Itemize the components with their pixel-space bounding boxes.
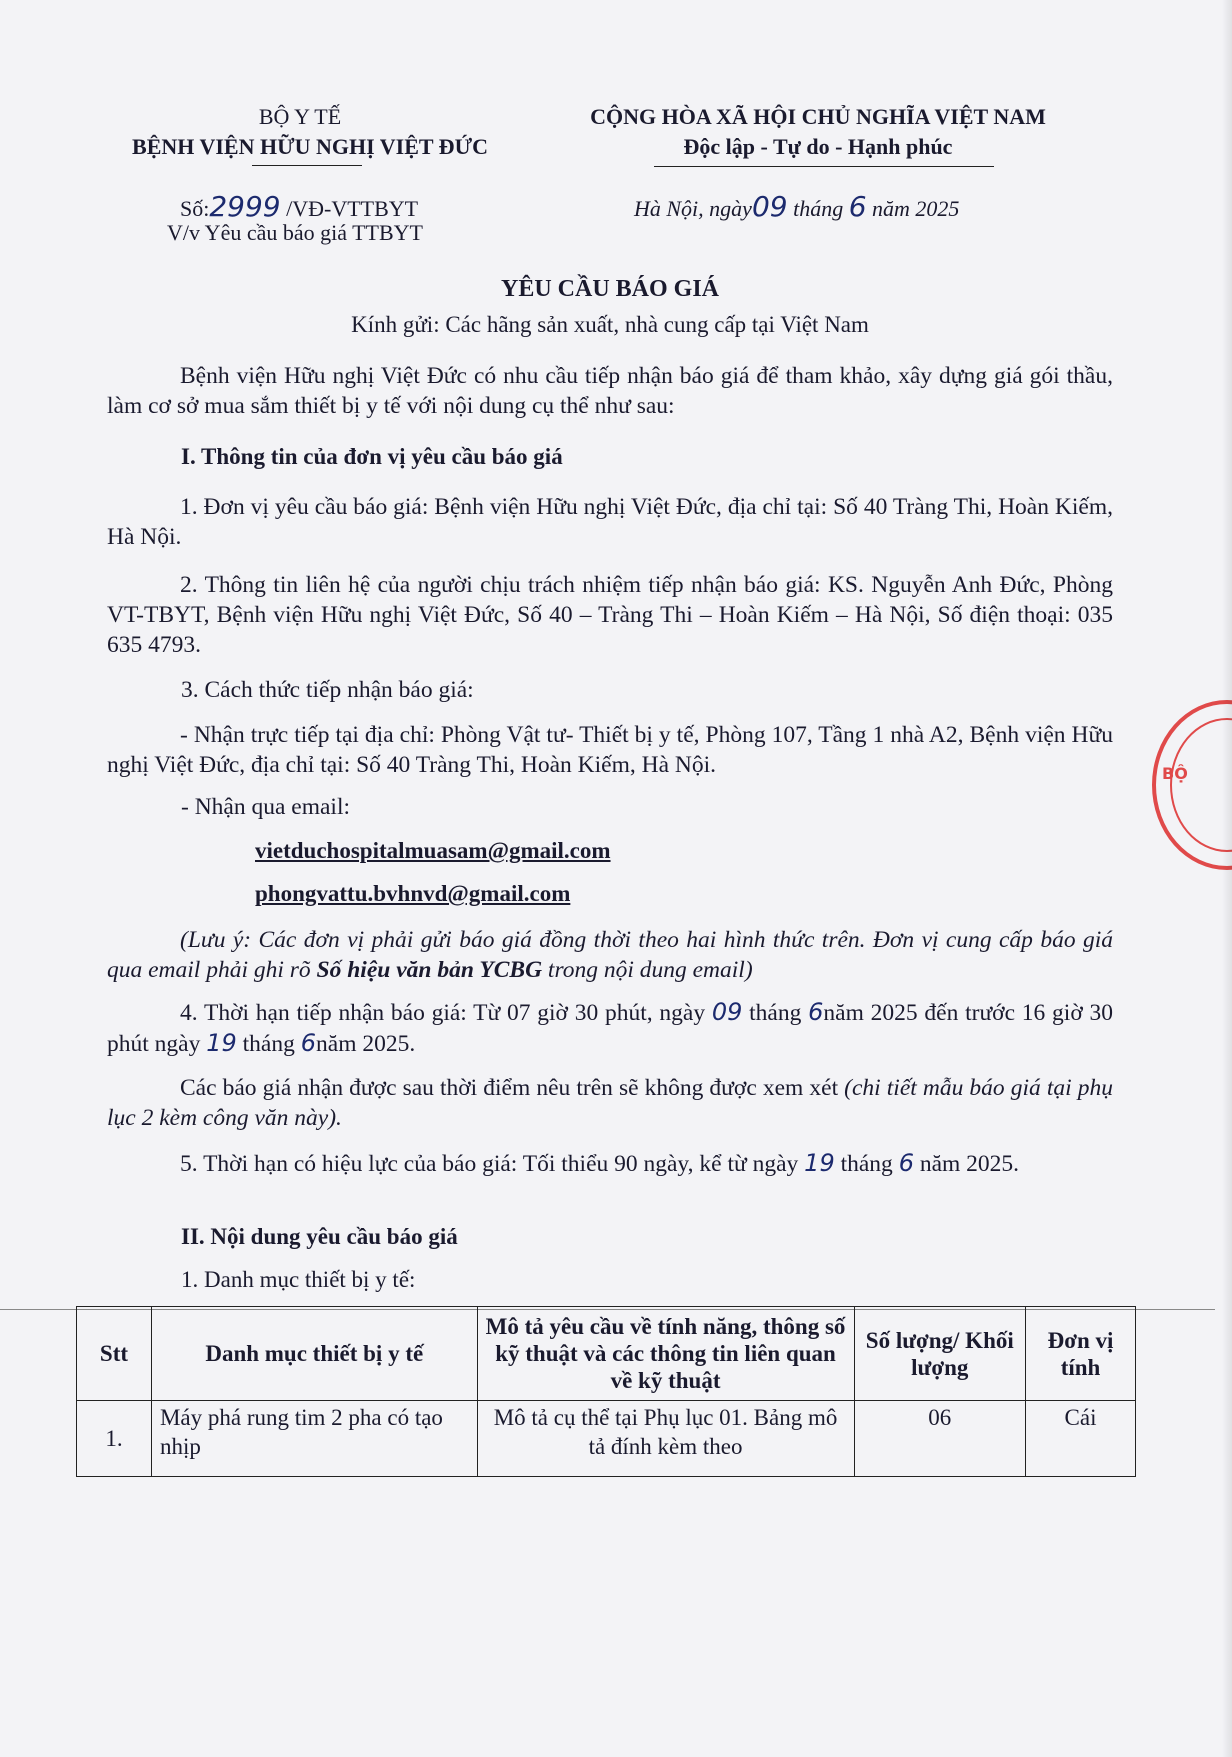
- header-equipment: Danh mục thiết bị y tế: [151, 1307, 477, 1401]
- ministry-name: BỘ Y TẾ: [258, 104, 342, 129]
- section1-item5: [107, 1148, 1113, 1179]
- document-title: YÊU CẦU BÁO GIÁ: [500, 276, 719, 302]
- direct-receipt: [107, 720, 1113, 780]
- item4-month2-handwritten: 6: [300, 1029, 317, 1057]
- intro-paragraph: [107, 361, 1113, 421]
- late-italic-text: (chi tiết mẫu báo giá tại phụ lục 2 kèm công văn này).: [107, 1075, 1113, 1131]
- cell-stt: 1.: [77, 1401, 152, 1477]
- section1-item2: [107, 570, 1113, 660]
- note-paragraph: [107, 925, 1113, 985]
- item5-text-a: 5. Thời hạn có hiệu lực của báo giá: Tối thiểu 90 ngày, kể từ ngày: [180, 1151, 799, 1177]
- header-description: Mô tả yêu cầu về tính năng, thông số kỹ thuật và các thông tin liên quan về kỹ thuật: [477, 1307, 854, 1401]
- equipment-table: [76, 1306, 1136, 1477]
- doc-number-suffix: /VĐ-VTTBYT: [286, 196, 419, 221]
- item5-text-b: tháng: [840, 1151, 893, 1177]
- item4-text-c: năm 2025 đến trước 16 giờ 30 phút ngày: [107, 1000, 1114, 1057]
- doc-number-handwritten: 2999: [209, 190, 281, 223]
- seal-text: BỘ: [1162, 764, 1188, 783]
- cell-unit: Cái: [1026, 1401, 1136, 1477]
- note-text-1: (Lưu ý: Các đơn vị phải gửi báo giá đồng thời theo hai hình thức trên. Đơn vị cung cấp báo giá qua email phải ghi rõ: [107, 927, 1113, 983]
- document-date: [634, 190, 959, 223]
- item1-text: 1. Đơn vị yêu cầu báo giá: Bệnh viện Hữu nghị Việt Đức, địa chỉ tại: Số 40 Tràng Thi, Hoàn Kiếm, Hà Nội.: [107, 494, 1113, 550]
- cell-description: Mô tả cụ thể tại Phụ lục 01. Bảng mô tả đính kèm theo: [477, 1401, 854, 1477]
- country-name: CỘNG HÒA XÃ HỘI CHỦ NGHĨA VIỆT NAM: [590, 104, 1046, 129]
- addressee: Kính gửi: Các hãng sản xuất, nhà cung cấp tại Việt Nam: [351, 312, 869, 337]
- red-seal: [1152, 700, 1232, 870]
- header-stt: Stt: [77, 1307, 152, 1401]
- item4-text-e: năm 2025.: [316, 1031, 416, 1057]
- late-text: Các báo giá nhận được sau thời điểm nêu trên sẽ không được xem xét: [180, 1075, 845, 1101]
- item4-day1-handwritten: 09: [711, 998, 743, 1026]
- cell-equipment: Máy phá rung tim 2 pha có tạo nhịp: [151, 1401, 477, 1477]
- note-text-2: trong nội dung email): [542, 957, 753, 983]
- note-bold-text: Số hiệu văn bản YCBG: [316, 957, 543, 983]
- email-link-1[interactable]: vietduchospitalmuasam@gmail.com: [255, 838, 611, 863]
- hospital-name: BỆNH VIỆN HỮU NGHỊ VIỆT ĐỨC: [132, 134, 488, 159]
- email-link-2[interactable]: phongvattu.bvhnvd@gmail.com: [255, 881, 571, 906]
- item4-text-a: 4. Thời hạn tiếp nhận báo giá: Từ 07 giờ 30 phút, ngày: [180, 1000, 706, 1026]
- item4-text-b: tháng: [749, 1000, 802, 1026]
- date-year-label: năm 2025: [872, 196, 960, 221]
- date-day-handwritten: 09: [751, 190, 788, 223]
- date-prefix: Hà Nội, ngày: [634, 196, 752, 221]
- section1-item3: 3. Cách thức tiếp nhận báo giá:: [181, 677, 474, 703]
- intro-text: Bệnh viện Hữu nghị Việt Đức có nhu cầu tiếp nhận báo giá để tham khảo, xây dựng giá gói thầu, làm cơ sở mua sắm thiết bị y tế với nội dung cụ thể như sau:: [107, 363, 1113, 419]
- document-subject: V/v Yêu cầu báo giá TTBYT: [167, 220, 423, 245]
- table-row: [77, 1401, 1136, 1477]
- motto-underline: [654, 166, 994, 167]
- item2-text: 2. Thông tin liên hệ của người chịu trách nhiệm tiếp nhận báo giá: KS. Nguyễn Anh Đức, Phòng VT-TBYT, Bệnh viện Hữu nghị Việt Đức, Số 40 – Tràng Thi – Hoàn Kiếm – Hà Nội, Số điện thoại: 035 635 4793.: [107, 572, 1113, 658]
- email-receipt-label: - Nhận qua email:: [181, 794, 351, 820]
- cell-quantity: 06: [854, 1401, 1026, 1477]
- section2-heading: II. Nội dung yêu cầu báo giá: [181, 1224, 458, 1249]
- document-number: [180, 190, 418, 223]
- header-quantity: Số lượng/ Khối lượng: [854, 1307, 1026, 1401]
- item4-month1-handwritten: 6: [808, 998, 824, 1026]
- section1-heading: I. Thông tin của đơn vị yêu cầu báo giá: [181, 444, 563, 469]
- late-quotes-paragraph: [107, 1073, 1113, 1133]
- item5-month-handwritten: 6: [898, 1149, 914, 1177]
- motto: Độc lập - Tự do - Hạnh phúc: [683, 134, 953, 159]
- section1-item1: [107, 492, 1113, 552]
- direct-receipt-text: - Nhận trực tiếp tại địa chỉ: Phòng Vật tư- Thiết bị y tế, Phòng 107, Tầng 1 nhà A2, Bệnh viện Hữu nghị Việt Đức, địa chỉ tại: Số 40 Tràng Thi, Hoàn Kiếm, Hà Nội.: [107, 722, 1113, 778]
- item4-text-d: tháng: [242, 1031, 295, 1057]
- item5-day-handwritten: 19: [804, 1149, 835, 1177]
- scan-edge-shadow: [1222, 0, 1232, 1757]
- table-header-row: [77, 1307, 1136, 1401]
- header-unit: Đơn vị tính: [1026, 1307, 1136, 1401]
- doc-number-prefix: Số:: [180, 196, 210, 221]
- section2-sub1: 1. Danh mục thiết bị y tế:: [181, 1267, 416, 1292]
- item4-day2-handwritten: 19: [206, 1029, 237, 1057]
- section1-item4: [107, 997, 1113, 1059]
- date-month-label: tháng: [793, 196, 844, 221]
- item5-text-c: năm 2025.: [919, 1151, 1020, 1177]
- hospital-underline: [252, 165, 362, 166]
- date-month-handwritten: 6: [848, 190, 867, 223]
